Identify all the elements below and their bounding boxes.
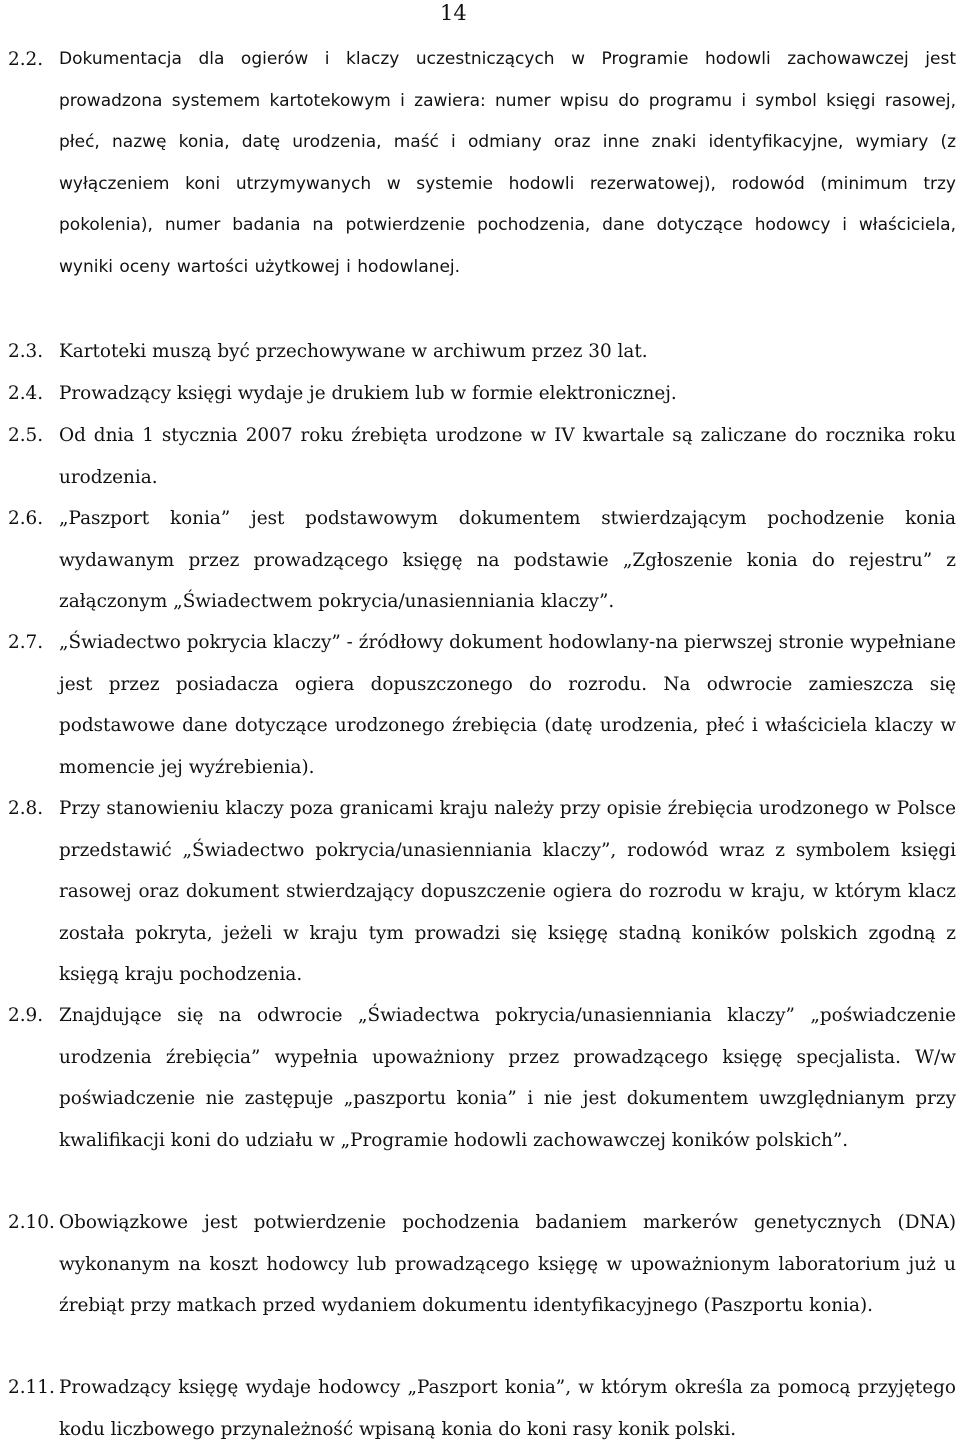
- section-2-10: [8, 1202, 956, 1327]
- section-text: Obowiązkowe jest potwierdzenie pochodzenia badaniem markerów genetycznych (DNA) wykonanym na koszt hodowcy lub prowadzącego księgę w upoważnionym laboratorium już u źrebiąt przy matkach przed wydaniem dokumentu identyfikacyjnego (Paszportu konia).: [59, 1212, 956, 1317]
- section-2-8: [8, 788, 956, 996]
- section-2-3: [8, 331, 956, 373]
- section-number: 2.11.: [8, 1377, 55, 1398]
- section-number: 2.3.: [8, 341, 44, 362]
- section-number: 2.8.: [8, 798, 44, 819]
- section-text: Prowadzący księgi wydaje je drukiem lub w formie elektronicznej.: [59, 383, 677, 404]
- section-2-7: [8, 622, 956, 788]
- section-text: Znajdujące się na odwrocie „Świadectwa pokrycia/unasienniania klaczy” „poświadczenie urodzenia źrebięcia” wypełnia upoważniony przez prowadzącego księgę specjalista. W/w poświadczenie nie zastępuje „paszportu konia” i nie jest dokumentem uwzględnianym przy kwalifikacji koni do udziału w „Programie hodowli zachowawczej koników polskich”.: [59, 1005, 956, 1151]
- section-text: Prowadzący księgę wydaje hodowcy „Paszport konia”, w którym określa za pomocą przyjętego kodu liczbowego przynależność wpisaną konia do koni rasy konik polski.: [59, 1377, 956, 1440]
- section-2-2: [8, 39, 956, 289]
- section-number: 2.6.: [8, 508, 44, 529]
- section-2-6: [8, 498, 956, 623]
- section-text: Przy stanowieniu klaczy poza granicami kraju należy przy opisie źrebięcia urodzonego w Polsce przedstawić „Świadectwo pokrycia/unasienniania klaczy”, rodowód wraz z symbolem księgi rasowej oraz dokument stwierdzający dopuszczenie ogiera do rozrodu w kraju, w którym klacz została pokryta, jeżeli w kraju tym prowadzi się księgę stadną koników polskich zgodną z księgą kraju pochodzenia.: [59, 798, 956, 986]
- section-text: Dokumentacja dla ogierów i klaczy uczestniczących w Programie hodowli zachowawczej jest prowadzona systemem kartotekowym i zawiera: numer wpisu do programu i symbol księgi rasowej, płeć, nazwę konia, datę urodzenia, maść i odmiany oraz inne znaki identyfikacyjne, wymiary (z wyłączeniem koni utrzymywanych w systemie hodowli rezerwatowej), rodowód (minimum trzy pokolenia), numer badania na potwierdzenie pochodzenia, dane dotyczące hodowcy i właściciela, wyniki oceny wartości użytkowej i hodowlanej.: [59, 49, 956, 277]
- section-text: Od dnia 1 stycznia 2007 roku źrebięta urodzone w IV kwartale są zaliczane do rocznika roku urodzenia.: [59, 425, 956, 488]
- section-2-9: [8, 995, 956, 1161]
- section-2-4: [8, 373, 956, 415]
- section-text: „Paszport konia” jest podstawowym dokumentem stwierdzającym pochodzenie konia wydawanym przez prowadzącego księgę na podstawie „Zgłoszenie konia do rejestru” z załączonym „Świadectwem pokrycia/unasienniania klaczy”.: [59, 508, 956, 613]
- page-number: 14: [440, 1, 467, 25]
- section-2-11: [8, 1367, 956, 1450]
- section-number: 2.10.: [8, 1212, 55, 1233]
- section-2-5: [8, 415, 956, 498]
- section-text: „Świadectwo pokrycia klaczy” - źródłowy dokument hodowlany-na pierwszej stronie wypełniane jest przez posiadacza ogiera dopuszczonego do rozrodu. Na odwrocie zamieszcza się podstawowe dane dotyczące urodzonego źrebięcia (datę urodzenia, płeć i właściciela klaczy w momencie jej wyźrebienia).: [59, 632, 956, 778]
- section-number: 2.4.: [8, 383, 44, 404]
- section-number: 2.7.: [8, 632, 44, 653]
- section-text: Kartoteki muszą być przechowywane w archiwum przez 30 lat.: [59, 341, 648, 362]
- section-number: 2.9.: [8, 1005, 44, 1026]
- section-number: 2.5.: [8, 425, 44, 446]
- section-number: 2.2.: [8, 49, 44, 70]
